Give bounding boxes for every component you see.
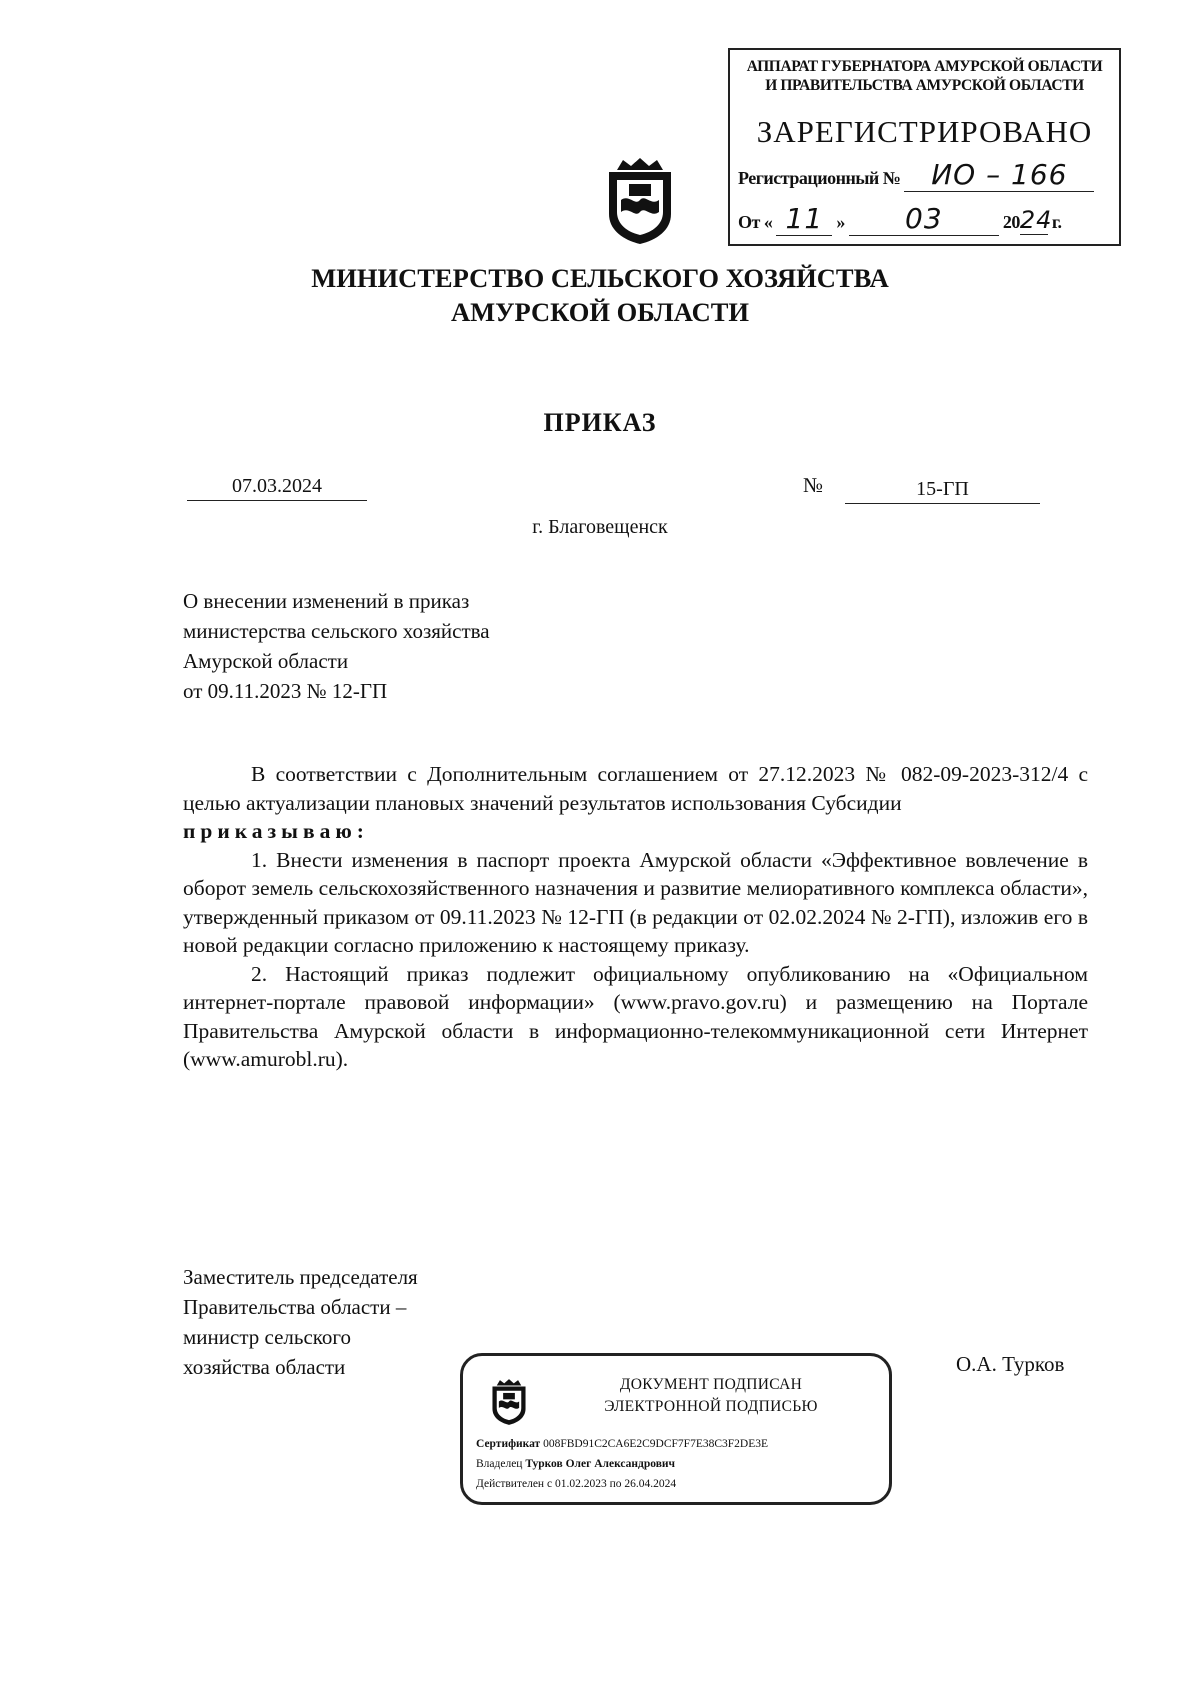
number-sign: № bbox=[803, 473, 824, 497]
document-number: 15-ГП bbox=[845, 478, 1040, 504]
subject-line: министерства сельского хозяйства bbox=[183, 619, 490, 643]
preamble-paragraph: В соответствии с Дополнительным соглашением от 27.12.2023 № 082-09-2023-312/4 с целью актуализации плановых значений результатов использования Субсидии bbox=[183, 762, 1088, 815]
esig-valid-to: 26.04.2024 bbox=[624, 1478, 677, 1490]
signatory-name: О.А. Турков bbox=[956, 1352, 1065, 1376]
esig-owner bbox=[476, 1458, 675, 1470]
stamp-date-day: 11 bbox=[776, 202, 832, 236]
signatory-position bbox=[183, 1262, 418, 1382]
stamp-date-row bbox=[738, 202, 1113, 236]
esig-validity bbox=[476, 1478, 676, 1490]
stamp-date-prefix: От « bbox=[738, 212, 773, 232]
stamp-org-line1: АППАРАТ ГУБЕРНАТОРА АМУРСКОЙ ОБЛАСТИ bbox=[746, 58, 1103, 75]
document-date: 07.03.2024 bbox=[187, 475, 367, 501]
esig-valid-to-label: по bbox=[609, 1478, 622, 1490]
stamp-year-end: г. bbox=[1051, 212, 1062, 232]
esig-certificate bbox=[476, 1438, 768, 1450]
stamp-reg-number: ИО – 166 bbox=[904, 158, 1094, 192]
order-item-2: 2. Настоящий приказ подлежит официальному опубликованию на «Официальном интернет-портале правовой информации» (www.pravo.gov.ru) и размещению на Портале Правительства Амурской области в информационно-телекоммуникационной сети Интернет (www.amurobl.ru). bbox=[183, 961, 1088, 1071]
position-line: Заместитель председателя bbox=[183, 1265, 418, 1289]
esig-valid-from: 01.02.2023 bbox=[554, 1478, 607, 1490]
esig-cert-label: Сертификат bbox=[476, 1438, 541, 1450]
position-line: министр сельского bbox=[183, 1325, 352, 1349]
coat-of-arms-icon bbox=[603, 156, 677, 246]
position-line: хозяйства области bbox=[183, 1355, 346, 1379]
stamp-year-prefix: 20 bbox=[1002, 212, 1020, 232]
stamp-date-quote: » bbox=[836, 212, 845, 232]
subject-line: Амурской области bbox=[183, 649, 349, 673]
ministry-name-line1: МИНИСТЕРСТВО СЕЛЬСКОГО ХОЗЯЙСТВА bbox=[311, 263, 889, 293]
esig-title-line1: ДОКУМЕНТ ПОДПИСАН bbox=[619, 1376, 803, 1393]
document-subject bbox=[183, 586, 490, 706]
stamp-date-month: 03 bbox=[849, 202, 999, 236]
coat-of-arms-icon bbox=[489, 1378, 529, 1426]
esig-owner-label: Владелец bbox=[476, 1458, 523, 1470]
stamp-reg-number-row bbox=[738, 158, 1094, 192]
orders-word: приказываю: bbox=[183, 819, 369, 843]
subject-line: О внесении изменений в приказ bbox=[183, 589, 470, 613]
subject-line: от 09.11.2023 № 12-ГП bbox=[183, 679, 388, 703]
position-line: Правительства области – bbox=[183, 1295, 407, 1319]
stamp-status: ЗАРЕГИСТРИРОВАНО bbox=[756, 114, 1093, 149]
document-type-title: ПРИКАЗ bbox=[543, 408, 657, 437]
esig-valid-label: Действителен с bbox=[476, 1478, 553, 1490]
registration-stamp bbox=[728, 48, 1121, 246]
esig-title-line2: ЭЛЕКТРОННОЙ ПОДПИСЬЮ bbox=[604, 1398, 818, 1415]
esig-cert-value: 008FBD91C2CA6E2C9DCF7F7E38C3F2DE3E bbox=[543, 1438, 769, 1450]
esig-owner-value: Турков Олег Александрович bbox=[525, 1458, 676, 1470]
document-body bbox=[183, 760, 1088, 1074]
city: г. Благовещенск bbox=[532, 516, 668, 538]
stamp-org-line2: И ПРАВИТЕЛЬСТВА АМУРСКОЙ ОБЛАСТИ bbox=[765, 77, 1084, 94]
order-item-1: 1. Внести изменения в паспорт проекта Амурской области «Эффективное вовлечение в оборот земель сельскохозяйственного назначения и развитие мелиоративного комплекса области», утвержденный приказом от 09.11.2023 № 12-ГП (в редакции от 02.02.2024 № 2-ГП), изложив его в новой редакции согласно приложению к настоящему приказу. bbox=[183, 847, 1088, 957]
stamp-reg-number-label: Регистрационный № bbox=[738, 168, 901, 188]
electronic-signature-stamp bbox=[460, 1353, 892, 1505]
ministry-name-line2: АМУРСКОЙ ОБЛАСТИ bbox=[450, 297, 750, 327]
stamp-year-suffix: 24 bbox=[1019, 206, 1053, 234]
